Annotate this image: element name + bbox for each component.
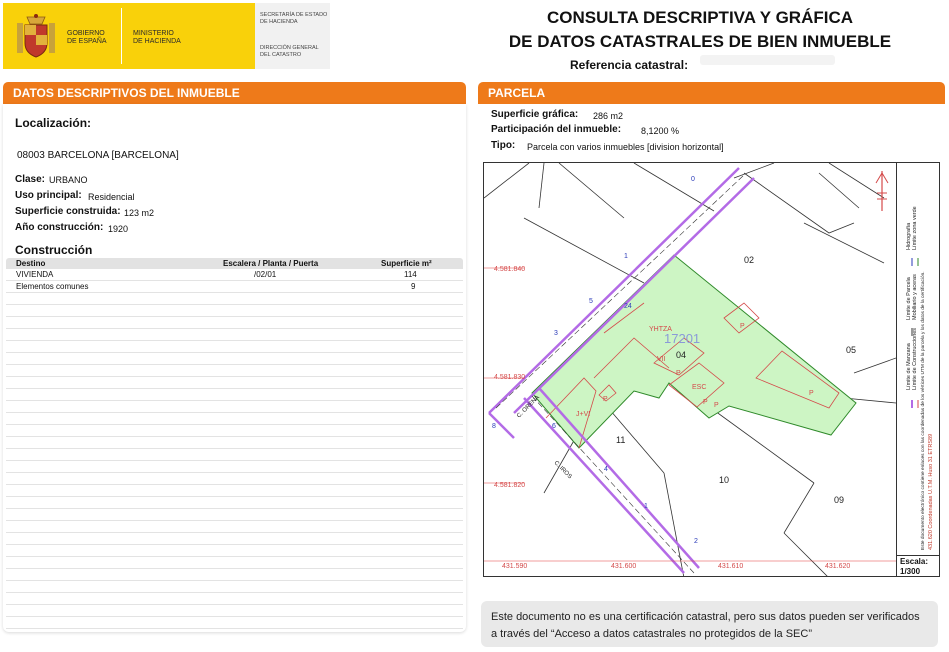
map-drawing [484, 163, 896, 577]
ministerio-text: MINISTERIO DE HACIENDA [133, 30, 181, 45]
year-built-value: 1920 [108, 224, 129, 234]
street-number: 1 [644, 503, 648, 510]
location-value: 08003 BARCELONA [BARCELONA] [17, 150, 179, 161]
street-number: 8 [492, 423, 496, 430]
row-destino: Elementos comunes [16, 282, 89, 291]
parcel-info [478, 104, 945, 160]
cadastral-map[interactable] [483, 162, 940, 577]
p-label: P [714, 402, 719, 409]
main-use-value: Residencial [88, 192, 135, 202]
northing-label: 4.581.830 [494, 374, 526, 381]
p-label: P [740, 323, 745, 330]
built-area-value: 123 m2 [124, 208, 155, 218]
gobierno-text: GOBIERNO DE ESPAÑA [67, 30, 107, 45]
participation-label: Participación del inmueble: [491, 124, 622, 135]
empty-table-row [6, 341, 463, 353]
row-escalera: /02/01 [254, 270, 277, 279]
descriptive-data-panel [3, 104, 466, 632]
p-label: P [603, 396, 608, 403]
street-number: 2 [694, 538, 698, 545]
parcel-04-label: 04 [676, 350, 687, 360]
secretaria-text: SECRETARÍA DE ESTADO DE HACIENDA [260, 12, 328, 25]
table-row [6, 269, 463, 281]
empty-table-row [6, 389, 463, 401]
col-destino: Destino [16, 259, 46, 268]
year-built-label: Año construcción: [15, 222, 104, 233]
legend-item: Hidrografía [906, 222, 912, 250]
empty-table-row [6, 449, 463, 461]
parcel-reference-label: 17201 [664, 331, 701, 346]
map-legend [902, 170, 936, 550]
legend-divider [896, 163, 897, 577]
empty-table-row [6, 605, 463, 617]
col-escalera: Escalera / Planta / Puerta [223, 259, 319, 268]
p-label: P [703, 399, 708, 406]
parcel-02-label: 02 [744, 255, 755, 265]
map-scale [897, 555, 940, 577]
empty-table-row [6, 305, 463, 317]
table-row [6, 281, 463, 293]
row-superficie: 114 [404, 270, 417, 279]
empty-table-row [6, 329, 463, 341]
empty-table-row [6, 569, 463, 581]
empty-table-row [6, 365, 463, 377]
street-number: 24 [624, 303, 632, 310]
jvi-label: J+VI [576, 411, 591, 418]
empty-table-rows [6, 293, 463, 629]
reference-label: Referencia catastral: [570, 58, 689, 72]
main-use-label: Uso principal: [15, 190, 82, 201]
p-label: P [676, 370, 681, 377]
row-destino: VIVIENDA [16, 270, 54, 279]
street-number: 1 [624, 253, 628, 260]
type-value: Parcela con varios inmuebles [division horizontal] [527, 142, 724, 152]
empty-table-row [6, 293, 463, 305]
construction-table [6, 258, 463, 629]
empty-table-row [6, 533, 463, 545]
coat-of-arms-icon [13, 13, 59, 61]
street-number: 0 [691, 176, 695, 183]
empty-table-row [6, 509, 463, 521]
empty-table-row [6, 473, 463, 485]
disclaimer-notice: Este documento no es una certificación catastral, pero sus datos pueden ser verificados a través del “Acceso a datos catastrales no protegidos de la SEC” [481, 601, 938, 647]
catastro-agency-box [255, 3, 330, 69]
northing-label: 4.581.840 [494, 266, 526, 273]
legend-item: Límite de Manzana [906, 343, 912, 390]
northing-label: 4.581.820 [494, 482, 526, 489]
empty-table-row [6, 437, 463, 449]
empty-table-row [6, 581, 463, 593]
empty-table-row [6, 545, 463, 557]
government-logo [3, 3, 255, 69]
empty-table-row [6, 317, 463, 329]
legend-item: Límite zona verde [912, 206, 918, 250]
document-title: CONSULTA DESCRIPTIVA Y GRÁFICA DE DATOS CATASTRALES DE BIEN INMUEBLE [508, 8, 892, 51]
class-label: Clase: [15, 174, 46, 185]
participation-value: 8,1200 % [641, 126, 680, 136]
street-number: 3 [554, 330, 558, 337]
logo-divider [121, 8, 122, 64]
empty-table-row [6, 593, 463, 605]
easting-label: 431.610 [718, 563, 744, 570]
coordinate-note: 431.620 Coordenadas U.T.M. Huso 31 ETRS89 [928, 433, 934, 550]
empty-table-row [6, 497, 463, 509]
easting-label: 431.590 [502, 563, 528, 570]
empty-table-row [6, 617, 463, 629]
descriptive-data-heading: DATOS DESCRIPTIVOS DEL INMUEBLE [3, 82, 466, 104]
legend-note: Este documento electrónico contiene enlaces con las coordenadas de los vértices UTM de la parcela y los datos de la certificación. [921, 271, 926, 550]
street-number: 5 [589, 298, 593, 305]
street-label: C. ORENA [516, 394, 541, 420]
empty-table-row [6, 461, 463, 473]
parcel-10-label: 10 [719, 475, 730, 485]
parcel-11-label: 11 [616, 435, 626, 445]
north-arrow-icon [876, 171, 888, 211]
direccion-text: DIRECCIÓN GENERAL DEL CATASTRO [260, 45, 319, 58]
empty-table-row [6, 521, 463, 533]
legend-item: Límite de Parcela [906, 277, 912, 320]
graphic-area-label: Superficie gráfica: [491, 109, 579, 120]
p-label: P [809, 390, 814, 397]
construction-title: Construcción [15, 243, 93, 257]
scale-value: 1/300 [900, 567, 921, 576]
parcel-05-label: 05 [846, 345, 857, 355]
built-area-label: Superficie construida: [15, 206, 121, 217]
empty-table-row [6, 353, 463, 365]
row-superficie: 9 [411, 282, 416, 291]
empty-table-row [6, 557, 463, 569]
street-number: 6 [552, 423, 556, 430]
legend-item: Mobiliario y aceras [912, 274, 918, 320]
easting-label: 431.620 [825, 563, 851, 570]
street-number: 4 [604, 466, 608, 473]
empty-table-row [6, 413, 463, 425]
empty-table-row [6, 377, 463, 389]
easting-label: 431.600 [611, 563, 637, 570]
table-header [6, 258, 463, 269]
parcel-heading: PARCELA [478, 82, 945, 104]
empty-table-row [6, 401, 463, 413]
empty-table-row [6, 425, 463, 437]
esc-label: ESC [692, 384, 707, 391]
empty-table-row [6, 485, 463, 497]
parcel-09-label: 09 [834, 495, 845, 505]
location-label: Localización: [15, 116, 92, 130]
yhtza-label: YHTZA [649, 326, 672, 333]
graphic-area-value: 286 m2 [593, 111, 624, 121]
legend-item: Límite de Construcciones [912, 327, 918, 390]
class-value: URBANO [49, 175, 88, 185]
vii-label: VII [657, 356, 666, 363]
type-label: Tipo: [491, 140, 516, 151]
reference-value-redacted [700, 55, 835, 65]
col-superficie: Superficie m² [381, 259, 432, 268]
scale-label: Escala: [900, 557, 929, 566]
street-label: C. IROS [552, 460, 573, 481]
